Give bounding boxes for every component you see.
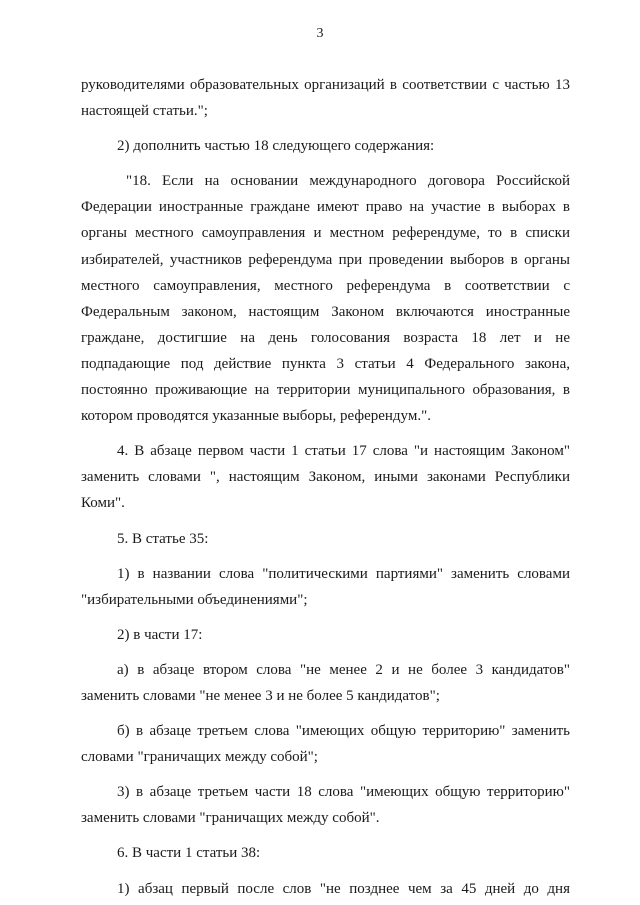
- text-line: местного самоуправления, местного референдума в соответствии с: [81, 277, 570, 294]
- text-line: Коми".: [81, 495, 125, 512]
- text-line: заменить словами ", настоящим Законом, иными законами Республики: [81, 469, 570, 486]
- text-line: избирателей, участников референдума при проведении выборов в органы: [81, 251, 570, 268]
- text-line: словами "граничащих между собой";: [81, 749, 318, 766]
- text-line: "18. Если на основании международного договора Российской: [126, 173, 570, 190]
- text-line: 6. В части 1 статьи 38:: [117, 845, 261, 862]
- text-line: руководителями образовательных организаций в соответствии с частью 13: [81, 77, 570, 93]
- text-line: подпадающие под действие пункта 3 статьи 4 Федерального закона,: [81, 355, 570, 372]
- text-line: котором проводятся указанные выборы, референдум.".: [81, 408, 431, 425]
- text-line: Федерации иностранные граждане имеют право на участие в выборах в: [81, 199, 570, 216]
- text-line: Федеральным законом, настоящим Законом включаются иностранные: [81, 303, 570, 320]
- text-line: 2) дополнить частью 18 следующего содержания:: [117, 138, 435, 155]
- text-line: заменить словами "не менее 3 и не более 5 кандидатов";: [81, 687, 440, 704]
- paragraph: [81, 622, 570, 648]
- text-line: настоящей статьи.";: [81, 103, 208, 120]
- text-line: а) в абзаце втором слова "не менее 2 и не более 3 кандидатов": [117, 661, 570, 678]
- text-line: 1) абзац первый после слов "не позднее чем за 45 дней до дня: [117, 880, 570, 897]
- text-line: заменить словами "граничащих между собой".: [81, 810, 380, 827]
- text-line: 1) в названии слова "политическими партиями" заменить словами: [117, 565, 570, 582]
- paragraph: [81, 561, 570, 613]
- paragraph: [81, 840, 570, 866]
- paragraph: [81, 718, 570, 770]
- paragraph: [81, 438, 570, 516]
- paragraph: [81, 133, 570, 159]
- paragraph: [81, 526, 570, 552]
- text-line: 2) в части 17:: [117, 626, 203, 643]
- text-line: 5. В статье 35:: [117, 530, 209, 547]
- text-line: постоянно проживающие на территории муниципального образования, в: [81, 382, 570, 399]
- page-number: 3: [316, 26, 324, 41]
- paragraph: [81, 779, 570, 831]
- paragraph: [81, 876, 570, 902]
- document-body: [81, 72, 570, 902]
- paragraph: [81, 168, 570, 429]
- text-line: "избирательными объединениями";: [81, 591, 308, 608]
- text-line: граждане, достигшие на день голосования возраста 18 лет и не: [81, 329, 570, 346]
- text-line: органы местного самоуправления и местном референдуме, то в списки: [81, 225, 570, 242]
- text-line: 3) в абзаце третьем части 18 слова "имеющих общую территорию": [117, 784, 570, 801]
- text-line: б) в абзаце третьем слова "имеющих общую территорию" заменить: [117, 723, 570, 740]
- paragraph: [81, 657, 570, 709]
- paragraph: [81, 72, 570, 124]
- text-line: 4. В абзаце первом части 1 статьи 17 слова "и настоящим Законом": [117, 443, 570, 460]
